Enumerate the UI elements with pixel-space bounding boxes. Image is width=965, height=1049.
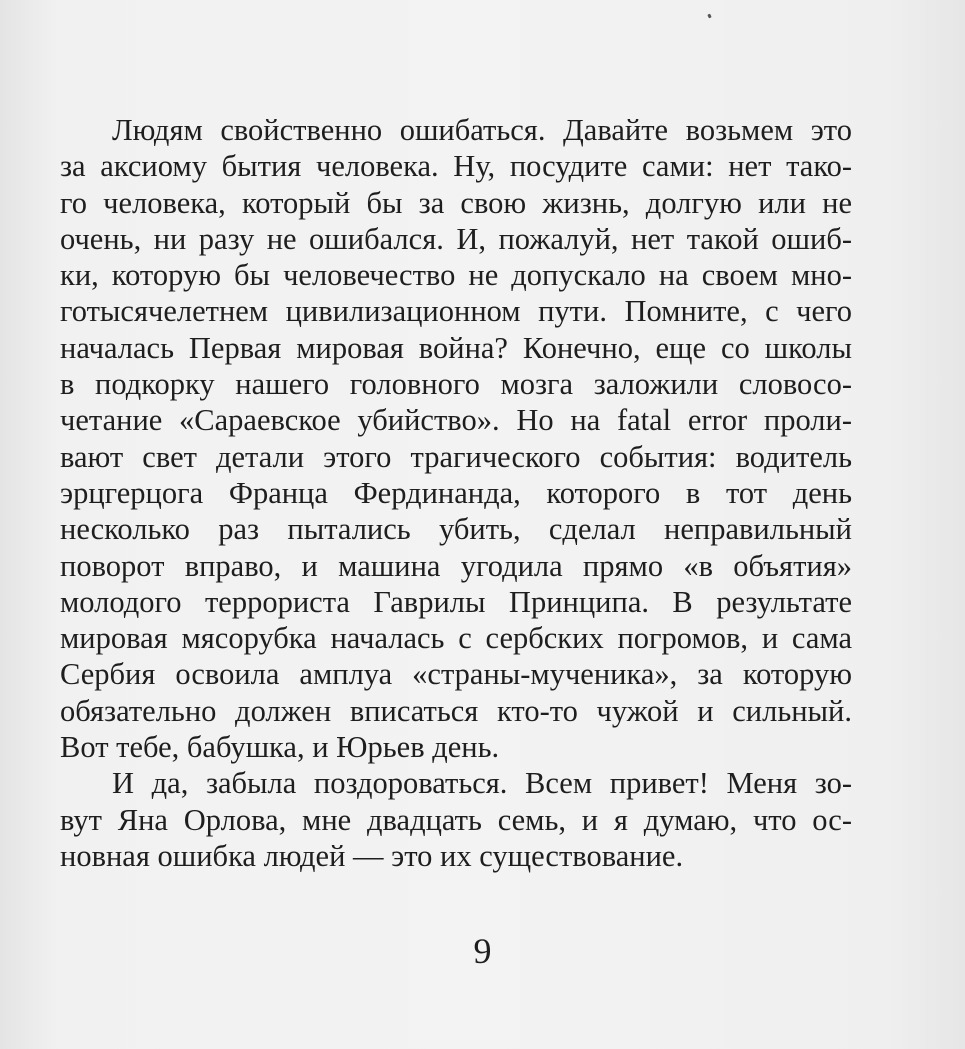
text-line: вают свет детали этого трагического события: водитель [60,439,852,474]
text-line: четание «Сараевское убийство». Но на fatal error проли- [60,403,852,438]
text-line: поворот вправо, и машина угодила прямо «в объятия» [60,548,852,583]
text-line: Вот тебе, бабушка, и Юрьев день. [60,730,500,765]
text-line: И да, забыла поздороваться. Всем привет! Меня зо- [112,766,852,801]
text-line: обязательно должен вписаться кто-то чужой и сильный. [60,693,852,728]
text-line: эрцгерцога Франца Фердинанда, которого в тот день [60,475,852,510]
text-line: молодого террориста Гаврилы Принципа. В результате [60,584,852,619]
page-number: 9 [473,931,492,971]
paragraph [60,765,852,874]
body-text [60,112,852,874]
text-line: в подкорку нашего головного мозга заложили словосо- [60,367,852,402]
text-line: го человека, который бы за свою жизнь, долгую или не [60,185,852,220]
text-line: готысячелетнем цивилизационном пути. Помните, с чего [60,294,852,329]
text-line: Сербия освоила амплуа «страны-мученика», за которую [60,657,852,692]
text-line: очень, ни разу не ошибался. И, пожалуй, нет такой ошиб- [60,221,852,256]
text-line: за аксиому бытия человека. Ну, посудите сами: нет тако- [60,149,852,184]
text-line: Людям свойственно ошибаться. Давайте возьмем это [112,113,852,147]
text-line: несколько раз пытались убить, сделал неправильный [60,512,852,547]
text-line: мировая мясорубка началась с сербских погромов, и сама [60,621,852,656]
text-line: ки, которую бы человечество не допускало на своем мно- [60,258,852,293]
text-line: вут Яна Орлова, мне двадцать семь, и я думаю, что ос- [60,802,852,837]
print-speck [707,14,711,19]
paragraph [60,112,852,765]
text-line: началась Первая мировая война? Конечно, еще со школы [60,330,852,365]
text-line: новная ошибка людей — это их существование. [60,838,684,873]
